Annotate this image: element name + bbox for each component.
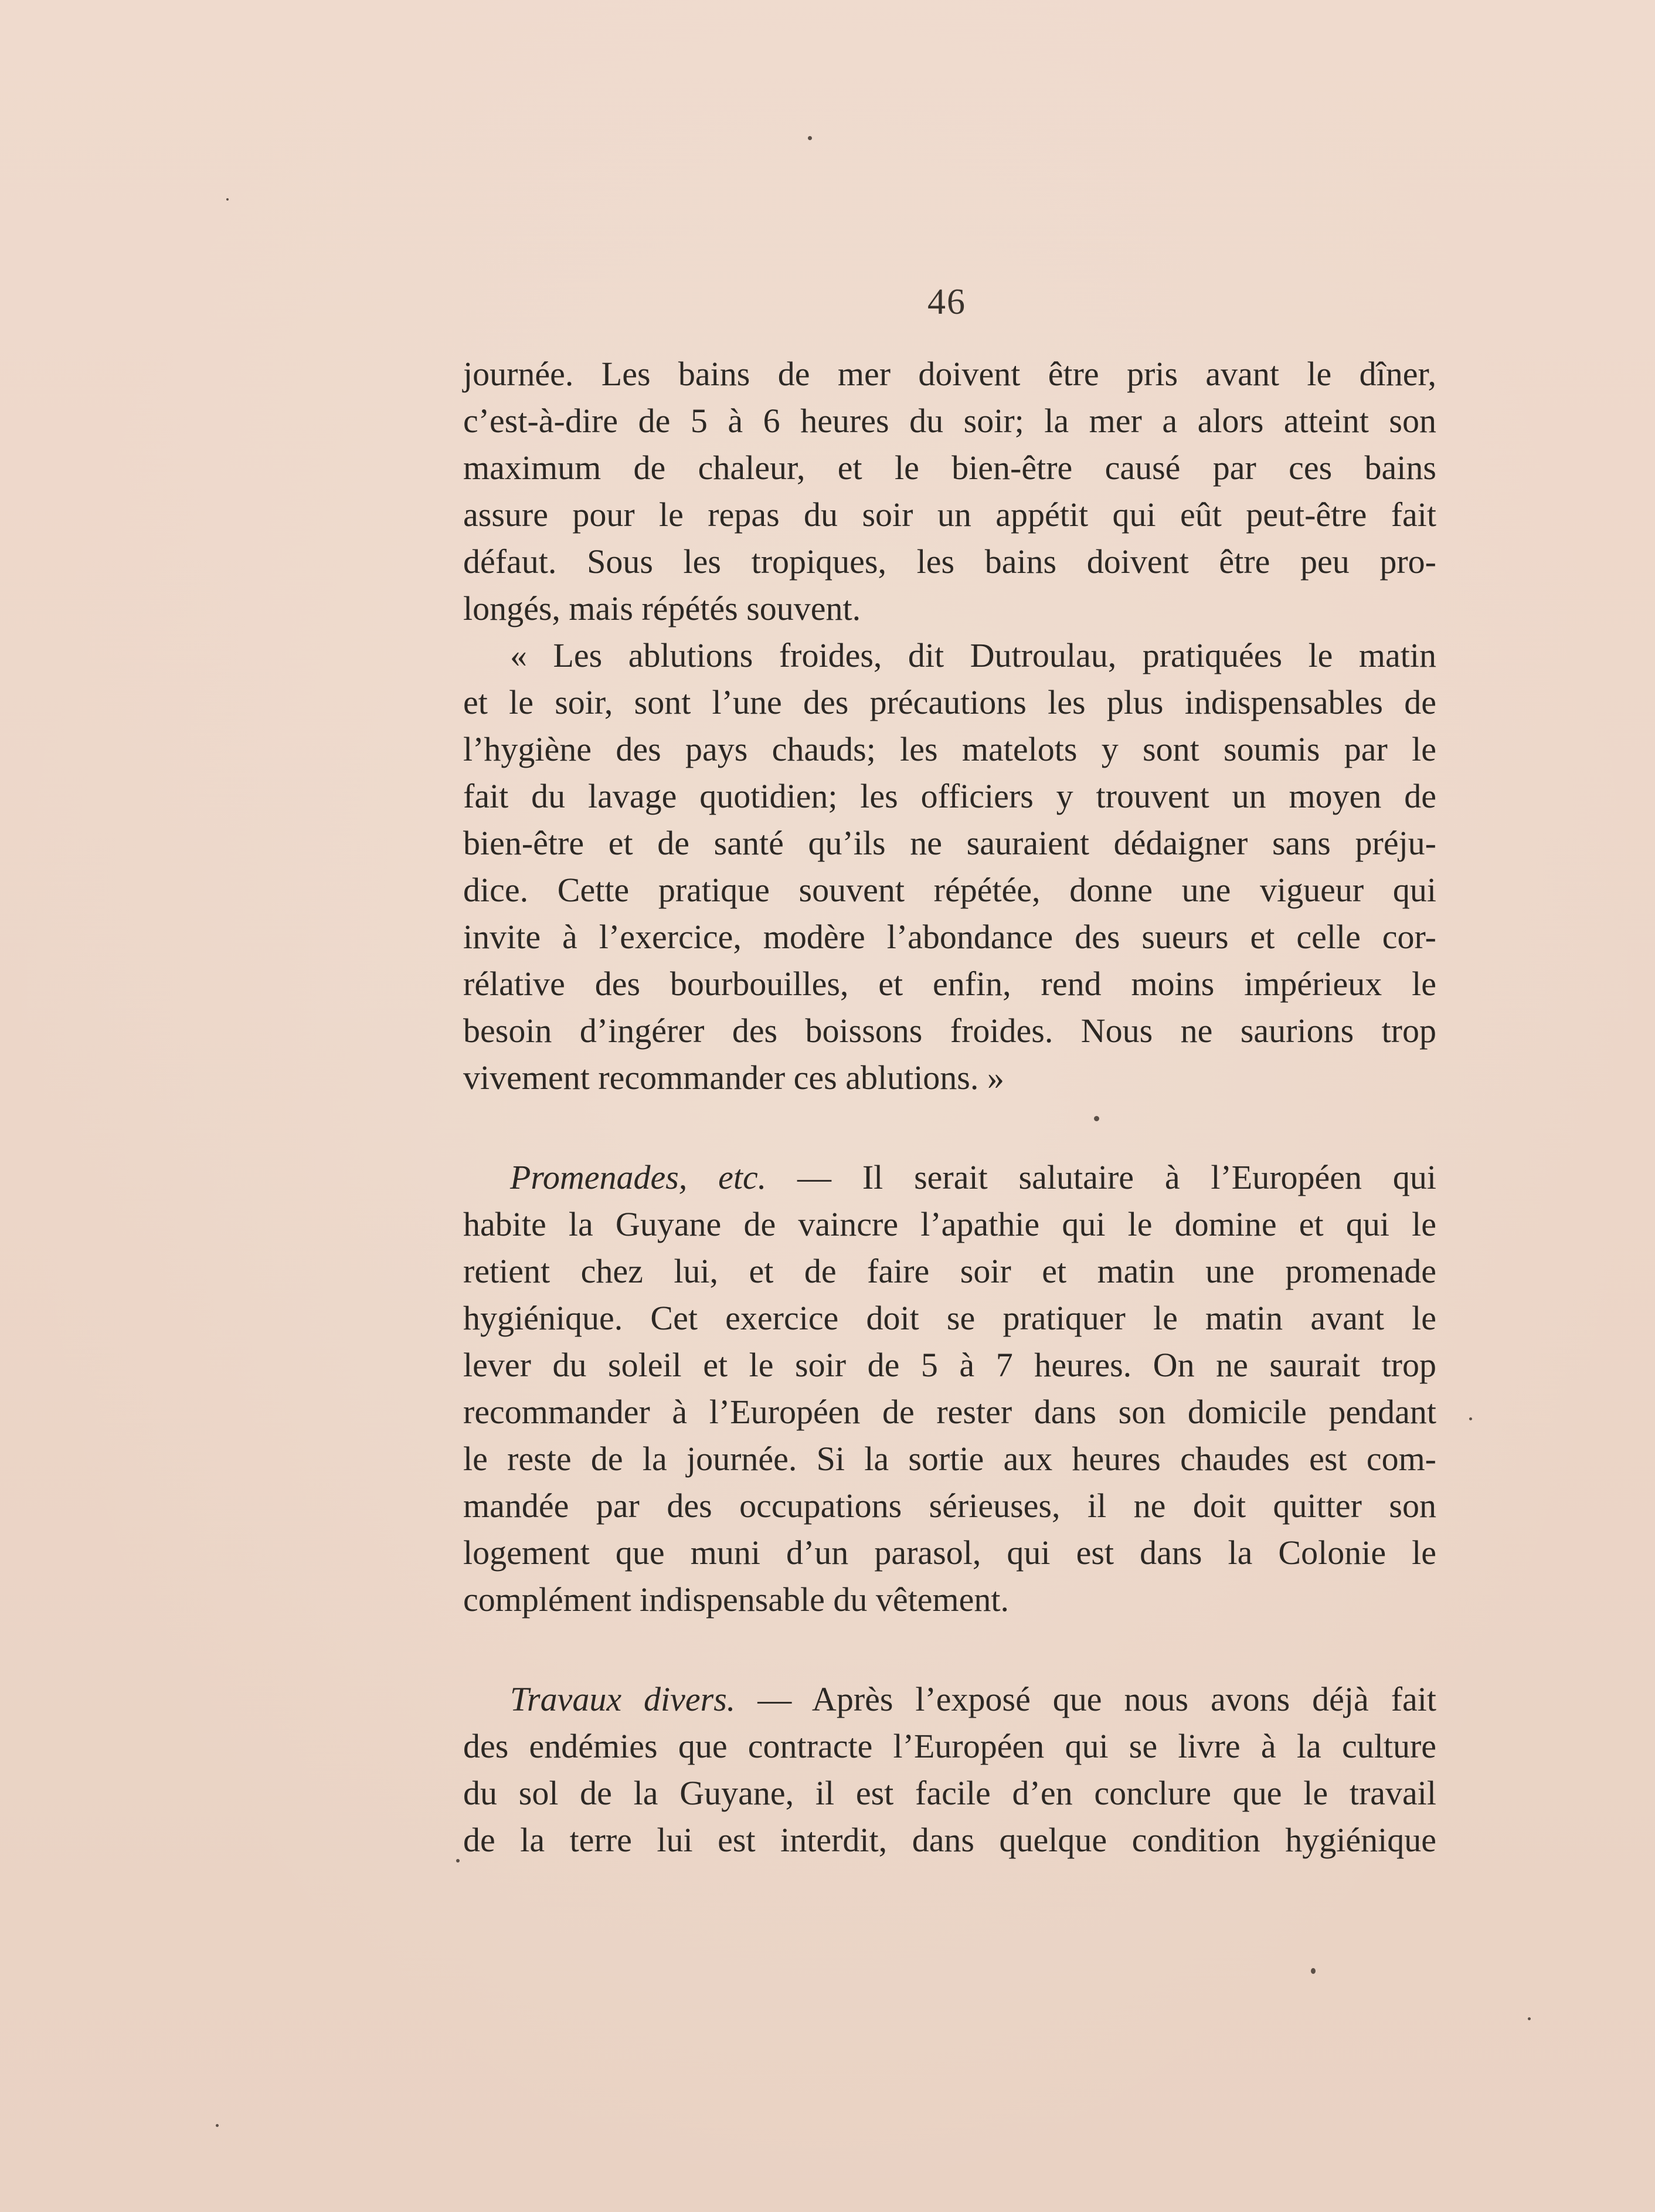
- paper-speck: [1528, 2017, 1531, 2020]
- text-line: lever du soleil et le soir de 5 à 7 heures. On ne saurait trop: [463, 1346, 1436, 1384]
- text-line: hygiénique. Cet exercice doit se pratiquer le matin avant le: [463, 1299, 1436, 1337]
- text-line: complément indispensable du vêtement.: [463, 1580, 1009, 1619]
- text-line: c’est-à-dire de 5 à 6 heures du soir; la mer a alors atteint son: [463, 402, 1436, 440]
- text-line: journée. Les bains de mer doivent être pris avant le dîner,: [463, 355, 1436, 393]
- paper-speck: [1469, 1417, 1472, 1420]
- text-run: — Il serait salutaire à l’Européen qui: [766, 1158, 1436, 1196]
- paper-speck: [456, 1859, 460, 1862]
- paper-speck: [808, 136, 812, 140]
- text-line: recommander à l’Européen de rester dans son domicile pendant: [463, 1393, 1436, 1431]
- text-line: et le soir, sont l’une des précautions les plus indispensables de: [463, 683, 1436, 721]
- text-line: le reste de la journée. Si la sortie aux heures chaudes est com-: [463, 1440, 1436, 1478]
- section-title-promenades: Promenades, etc.: [510, 1158, 767, 1196]
- text-run: — Après l’exposé que nous avons déjà fait: [735, 1680, 1436, 1718]
- text-line: bien-être et de santé qu’ils ne sauraient dédaigner sans préju-: [463, 824, 1436, 862]
- section-title-travaux: Travaux divers.: [510, 1680, 736, 1718]
- paper-speck: [216, 2124, 219, 2127]
- text-line: des endémies que contracte l’Européen qui se livre à la culture: [463, 1727, 1436, 1765]
- text-line: besoin d’ingérer des boissons froides. Nous ne saurions trop: [463, 1012, 1436, 1050]
- text-line: dice. Cette pratique souvent répétée, donne une vigueur qui: [463, 871, 1436, 909]
- text-line: fait du lavage quotidien; les officiers y trouvent un moyen de: [463, 777, 1436, 815]
- text-line: l’hygiène des pays chauds; les matelots y sont soumis par le: [463, 730, 1436, 768]
- paper-speck: [1311, 1968, 1316, 1974]
- text-line: assure pour le repas du soir un appétit qui eût peut-être fait: [463, 496, 1436, 534]
- page-number: 46: [927, 282, 966, 322]
- text-line: habite la Guyane de vaincre l’apathie qui le domine et qui le: [463, 1205, 1436, 1243]
- section-heading-line: [510, 1676, 1436, 1723]
- text-line: invite à l’exercice, modère l’abondance des sueurs et celle cor-: [463, 918, 1436, 956]
- text-line: logement que muni d’un parasol, qui est dans la Colonie le: [463, 1534, 1436, 1572]
- text-line: longés, mais répétés souvent.: [463, 589, 861, 627]
- text-line: défaut. Sous les tropiques, les bains doivent être peu pro-: [463, 542, 1436, 581]
- paper-speck: [226, 198, 229, 201]
- section-heading-line: [510, 1154, 1436, 1201]
- paper-speck: [1094, 1116, 1099, 1121]
- text-line: du sol de la Guyane, il est facile d’en conclure que le travail: [463, 1774, 1436, 1812]
- text-line: vivement recommander ces ablutions. »: [463, 1058, 1004, 1097]
- text-line: rélative des bourbouilles, et enfin, rend moins impérieux le: [463, 965, 1436, 1003]
- text-line: « Les ablutions froides, dit Dutroulau, pratiquées le matin: [510, 636, 1436, 674]
- text-line: de la terre lui est interdit, dans quelque condition hygiénique: [463, 1821, 1436, 1859]
- text-line: mandée par des occupations sérieuses, il ne doit quitter son: [463, 1487, 1436, 1525]
- text-line: maximum de chaleur, et le bien-être causé par ces bains: [463, 449, 1436, 487]
- text-line: retient chez lui, et de faire soir et matin une promenade: [463, 1252, 1436, 1290]
